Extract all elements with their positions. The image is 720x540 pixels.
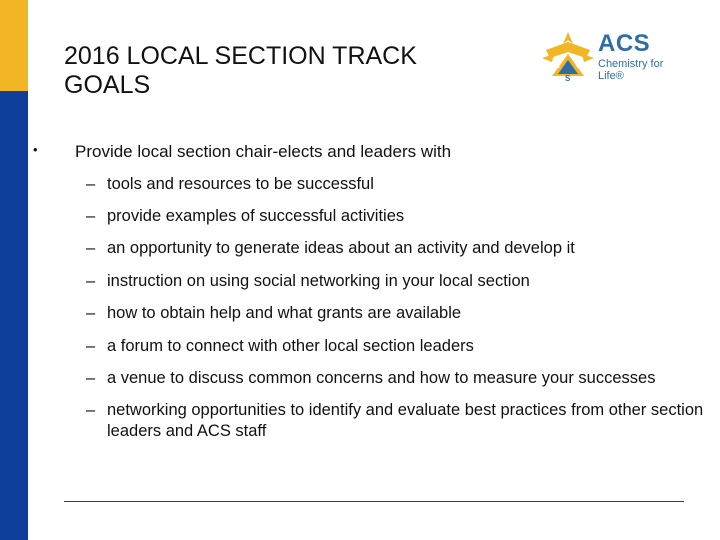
list-item-text: an opportunity to generate ideas about an activity and develop it — [107, 239, 575, 257]
list-item-text: a venue to discuss common concerns and how to measure your successes — [107, 369, 656, 387]
dash-marker: – — [86, 369, 96, 387]
logo-letter-s: S — [565, 74, 571, 83]
acs-logo — [540, 28, 690, 86]
list-item-text: networking opportunities to identify and evaluate best practices from other section leaders and ACS staff — [107, 401, 704, 440]
list-item-text: instruction on using social networking in your local section — [107, 272, 530, 290]
dash-marker: – — [86, 239, 96, 257]
logo-wordmark: ACS — [598, 30, 651, 57]
dash-marker: – — [86, 337, 96, 355]
list-item-text: provide examples of successful activities — [107, 207, 405, 225]
acs-emblem-icon — [540, 28, 596, 84]
dash-marker: – — [86, 272, 96, 290]
list-item-text: tools and resources to be successful — [107, 175, 374, 193]
accent-bar-blue — [0, 91, 28, 540]
list-item-text: a forum to connect with other local section leaders — [107, 337, 474, 355]
slide-title: 2016 LOCAL SECTION TRACK GOALS — [64, 42, 417, 99]
logo-letter-c: C — [576, 61, 582, 70]
dash-marker: – — [86, 304, 96, 322]
logo-letter-a: A — [554, 61, 560, 70]
dash-marker: – — [86, 175, 96, 193]
bullet-marker: • — [33, 142, 38, 157]
logo-tagline: Chemistry for Life® — [598, 58, 664, 82]
footer-divider — [64, 501, 684, 502]
accent-bar-yellow — [0, 0, 28, 91]
dash-marker: – — [86, 207, 96, 225]
dash-marker: – — [86, 401, 96, 419]
list-item-text: how to obtain help and what grants are available — [107, 304, 462, 322]
main-bullet-text: Provide local section chair-elects and leaders with — [75, 142, 452, 161]
